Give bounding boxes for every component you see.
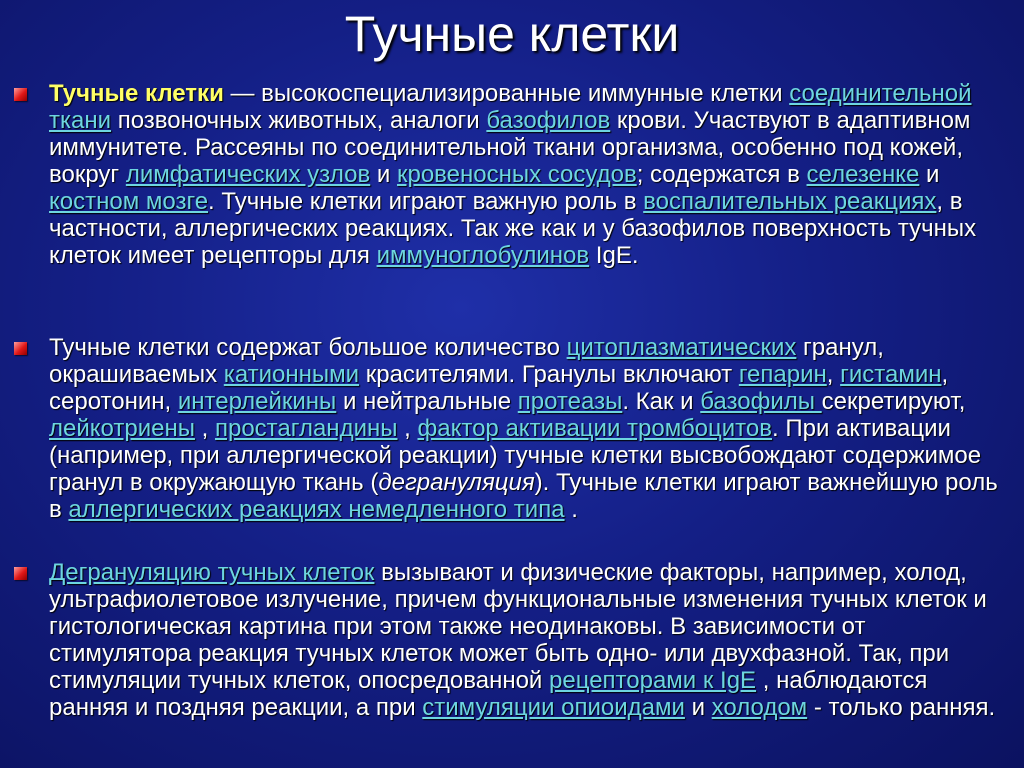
text-run: красителями. Гранулы включают [359, 361, 739, 388]
text-run: Тучные клетки содержат большое количество [49, 334, 567, 361]
text-run: - только ранняя. [807, 694, 996, 721]
link-heparin[interactable]: гепарин [738, 361, 827, 388]
red-square-bullet-icon [14, 88, 27, 101]
link-cationic[interactable]: катионными [223, 361, 360, 388]
term-mast-cells: Тучные клетки [49, 80, 224, 107]
link-spleen[interactable]: селезенке [806, 161, 920, 188]
text-run: . Как и [622, 388, 701, 415]
term-degranulation: дегрануляция [378, 469, 535, 496]
link-leukotrienes[interactable]: лейкотриены [49, 415, 195, 442]
text-run: и нейтральные [336, 388, 518, 415]
text-run: — высокоспециализированные иммунные клетки [223, 80, 790, 107]
paragraph-1 [49, 80, 1009, 269]
link-blood-vessels[interactable]: кровеносных сосудов [396, 161, 637, 188]
link-mast-cell-degranulation[interactable]: Дегрануляцию тучных клеток [49, 559, 375, 586]
link-bone-marrow[interactable]: костном мозге [49, 188, 209, 215]
text-run: . [564, 496, 578, 523]
text-run: , [397, 415, 418, 442]
link-histamine[interactable]: гистамин [840, 361, 942, 388]
link-prostaglandins[interactable]: простагландины [214, 415, 398, 442]
link-immunoglobulins[interactable]: иммуноглобулинов [376, 242, 590, 269]
link-inflammatory-reactions[interactable]: воспалительных реакциях [643, 188, 937, 215]
text-run: IgE. [589, 242, 639, 269]
text-run: позвоночных животных, аналоги [111, 107, 487, 134]
link-basophils[interactable]: базофилов [486, 107, 611, 134]
text-run: , [194, 415, 215, 442]
text-run: , наблюдаются ранняя и поздняя реакции, а при [49, 667, 928, 721]
text-run: крови. Участвуют в адаптивном иммунитете. Рассеяны по соединительной ткани организма, особенно под кожей, вокруг [49, 107, 971, 188]
link-proteases[interactable]: протеазы [517, 388, 623, 415]
text-run: и [370, 161, 397, 188]
text-run: , серотонин, [49, 361, 949, 415]
red-square-bullet-icon [14, 342, 27, 355]
link-interleukins[interactable]: интерлейкины [177, 388, 337, 415]
text-run: ). Тучные клетки играют важнейшую роль в [49, 469, 998, 523]
link-cytoplasmic[interactable]: цитоплазматических [566, 334, 797, 361]
link-basophils-2[interactable]: базофилы [700, 388, 822, 415]
text-run: , в частности, аллергических реакциях. Так же как и у базофилов поверхность тучных клеток имеет рецепторы для [49, 188, 977, 269]
text-run: вызывают и физические факторы, например, холод, ультрафиолетовое излучение, причем функциональные изменения тучных клеток и гистологическая картина при этом также неодинаковы. В зависимости от стимулятора реакция тучных клеток может быть одно- или двухфазной. Так, при стимуляции тучных клеток, опосредованной [49, 559, 987, 694]
link-cold[interactable]: холодом [711, 694, 808, 721]
text-run: секретируют, [821, 388, 966, 415]
link-immediate-allergy[interactable]: аллергических реакциях немедленного типа [68, 496, 565, 523]
text-run: , [826, 361, 841, 388]
paragraph-2 [49, 334, 1009, 523]
text-run: . При активации (например, при аллергической реакции) тучные клетки высвобождают содержимое гранул в окружающую ткань ( [49, 415, 982, 496]
text-run: ; содержатся в [636, 161, 807, 188]
paragraph-3 [49, 559, 1009, 721]
link-connective-tissue[interactable]: соединительной ткани [49, 80, 972, 134]
link-lymph-nodes[interactable]: лимфатических узлов [125, 161, 371, 188]
red-square-bullet-icon [14, 567, 27, 580]
slide-title: Тучные клетки [344, 6, 680, 62]
text-run: гранул, окрашиваемых [49, 334, 884, 388]
text-run: и [684, 694, 712, 721]
text-run: и [919, 161, 940, 188]
text-run: . Тучные клетки играют важную роль в [208, 188, 644, 215]
link-ige-receptors[interactable]: рецепторами к IgE [549, 667, 757, 694]
link-platelet-activating-factor[interactable]: фактор активации тромбоцитов [417, 415, 773, 442]
link-opioid-stimulation[interactable]: стимуляции опиоидами [422, 694, 685, 721]
